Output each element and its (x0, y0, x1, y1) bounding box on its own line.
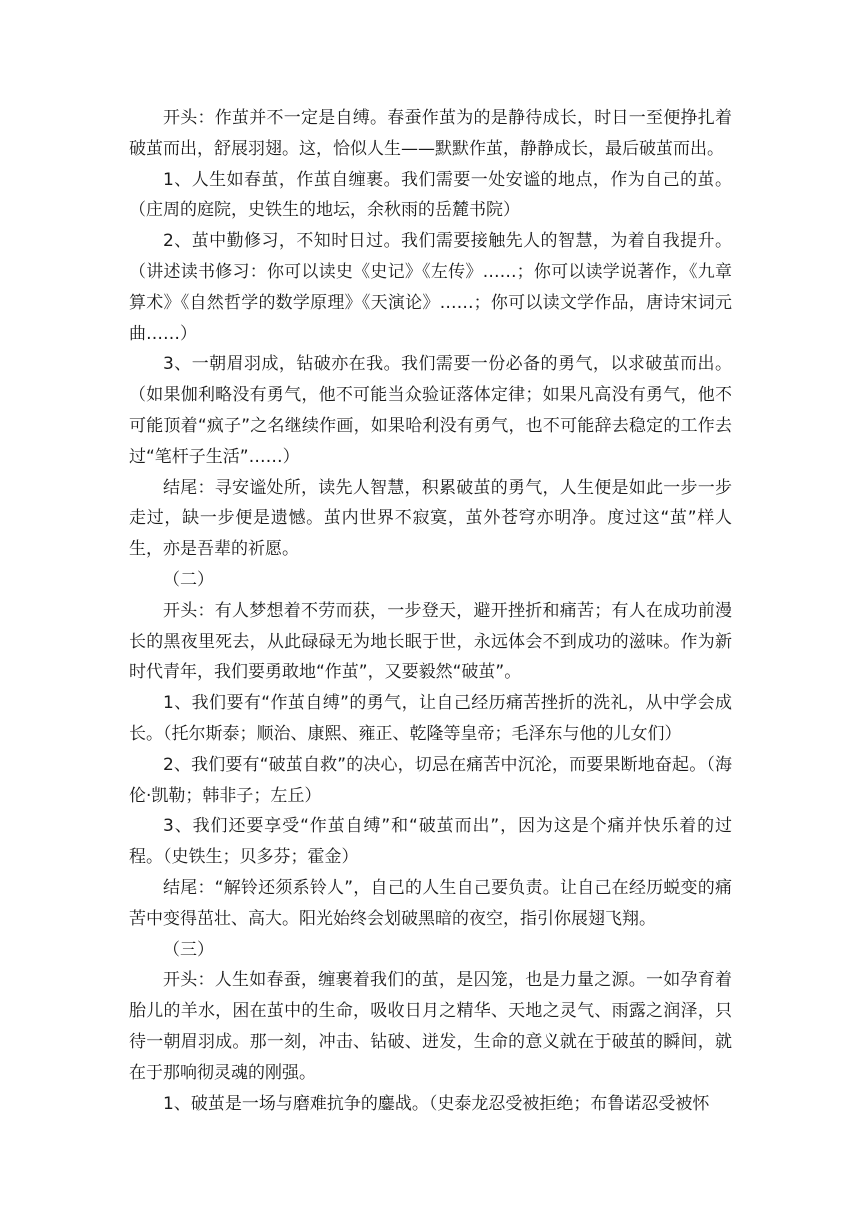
paragraph-opening-3: 开头：人生如春蚕，缠裹着我们的茧，是囚笼，也是力量之源。一如孕育着胎儿的羊水，困在茧中的生命，吸收日月之精华、天地之灵气、雨露之润泽，只待一朝眉羽成。那一刻，冲击、钻破、迸发，生命的意义就在于破茧的瞬间，就在于那响彻灵魂的刚强。 (129, 970, 732, 1083)
document-page (129, 103, 732, 1119)
paragraph-point-1-3: 3、一朝眉羽成，钻破亦在我。我们需要一份必备的勇气，以求破茧而出。（如果伽利略没有勇气，他不可能当众验证落体定律；如果凡高没有勇气，他不可能顶着“疯子”之名继续作画，如果哈利没有勇气，也不可能辞去稳定的工作去过“笔杆子生活”……） (129, 354, 732, 467)
paragraph-point-2-3: 3、我们还要享受“作茧自缚”和“破茧而出”，因为这是个痛并快乐着的过程。（史铁生；贝多芬；霍金） (129, 816, 732, 868)
paragraph-opening-1: 开头：作茧并不一定是自缚。春蚕作茧为的是静待成长，时日一至便挣扎着破茧而出，舒展羽翅。这，恰似人生——默默作茧，静静成长，最后破茧而出。 (129, 108, 732, 159)
paragraph-opening-2: 开头：有人梦想着不劳而获，一步登天，避开挫折和痛苦；有人在成功前漫长的黑夜里死去，从此碌碌无为地长眠于世，永远体会不到成功的滋味。作为新时代青年，我们要勇敢地“作茧”，又要毅然“破茧”。 (129, 600, 732, 683)
paragraph-ending-2: 结尾：“解铃还须系铃人”，自己的人生自己要负责。让自己在经历蜕变的痛苦中变得茁壮、高大。阳光始终会划破黑暗的夜空，指引你展翅飞翔。 (129, 877, 732, 929)
paragraph-point-2-1: 1、我们要有“作茧自缚”的勇气，让自己经历痛苦挫折的洗礼，从中学会成长。（托尔斯泰；顺治、康熙、雍正、乾隆等皇帝；毛泽东与他的儿女们） (129, 693, 732, 744)
section-heading-3: （三） (163, 939, 214, 960)
paragraph-point-3-1: 1、破茧是一场与磨难抗争的鏖战。（史泰龙忍受被拒绝；布鲁诺忍受被怀 (163, 1093, 710, 1114)
paragraph-point-1-2: 2、茧中勤修习，不知时日过。我们需要接触先人的智慧，为着自我提升。（讲述读书修习：你可以读史《史记》《左传》……；你可以读学说著作，《九章算术》《自然哲学的数学原理》《天演论》……；你可以读文学作品，唐诗宋词元曲……） (129, 231, 732, 344)
paragraph-point-2-2: 2、我们要有“破茧自救”的决心，切忌在痛苦中沉沦，而要果断地奋起。（海伦·凯勒；韩非子；左丘） (129, 754, 732, 806)
section-heading-2: （二） (163, 569, 214, 590)
paragraph-point-1-1: 1、人生如春茧，作茧自缠裹。我们需要一处安谧的地点，作为自己的茧。（庄周的庭院，史铁生的地坛，余秋雨的岳麓书院） (129, 169, 732, 221)
paragraph-ending-1: 结尾：寻安谧处所，读先人智慧，积累破茧的勇气，人生便是如此一步一步走过，缺一步便是遗憾。茧内世界不寂寞，茧外苍穹亦明净。度过这“茧”样人生，亦是吾辈的祈愿。 (129, 477, 732, 560)
